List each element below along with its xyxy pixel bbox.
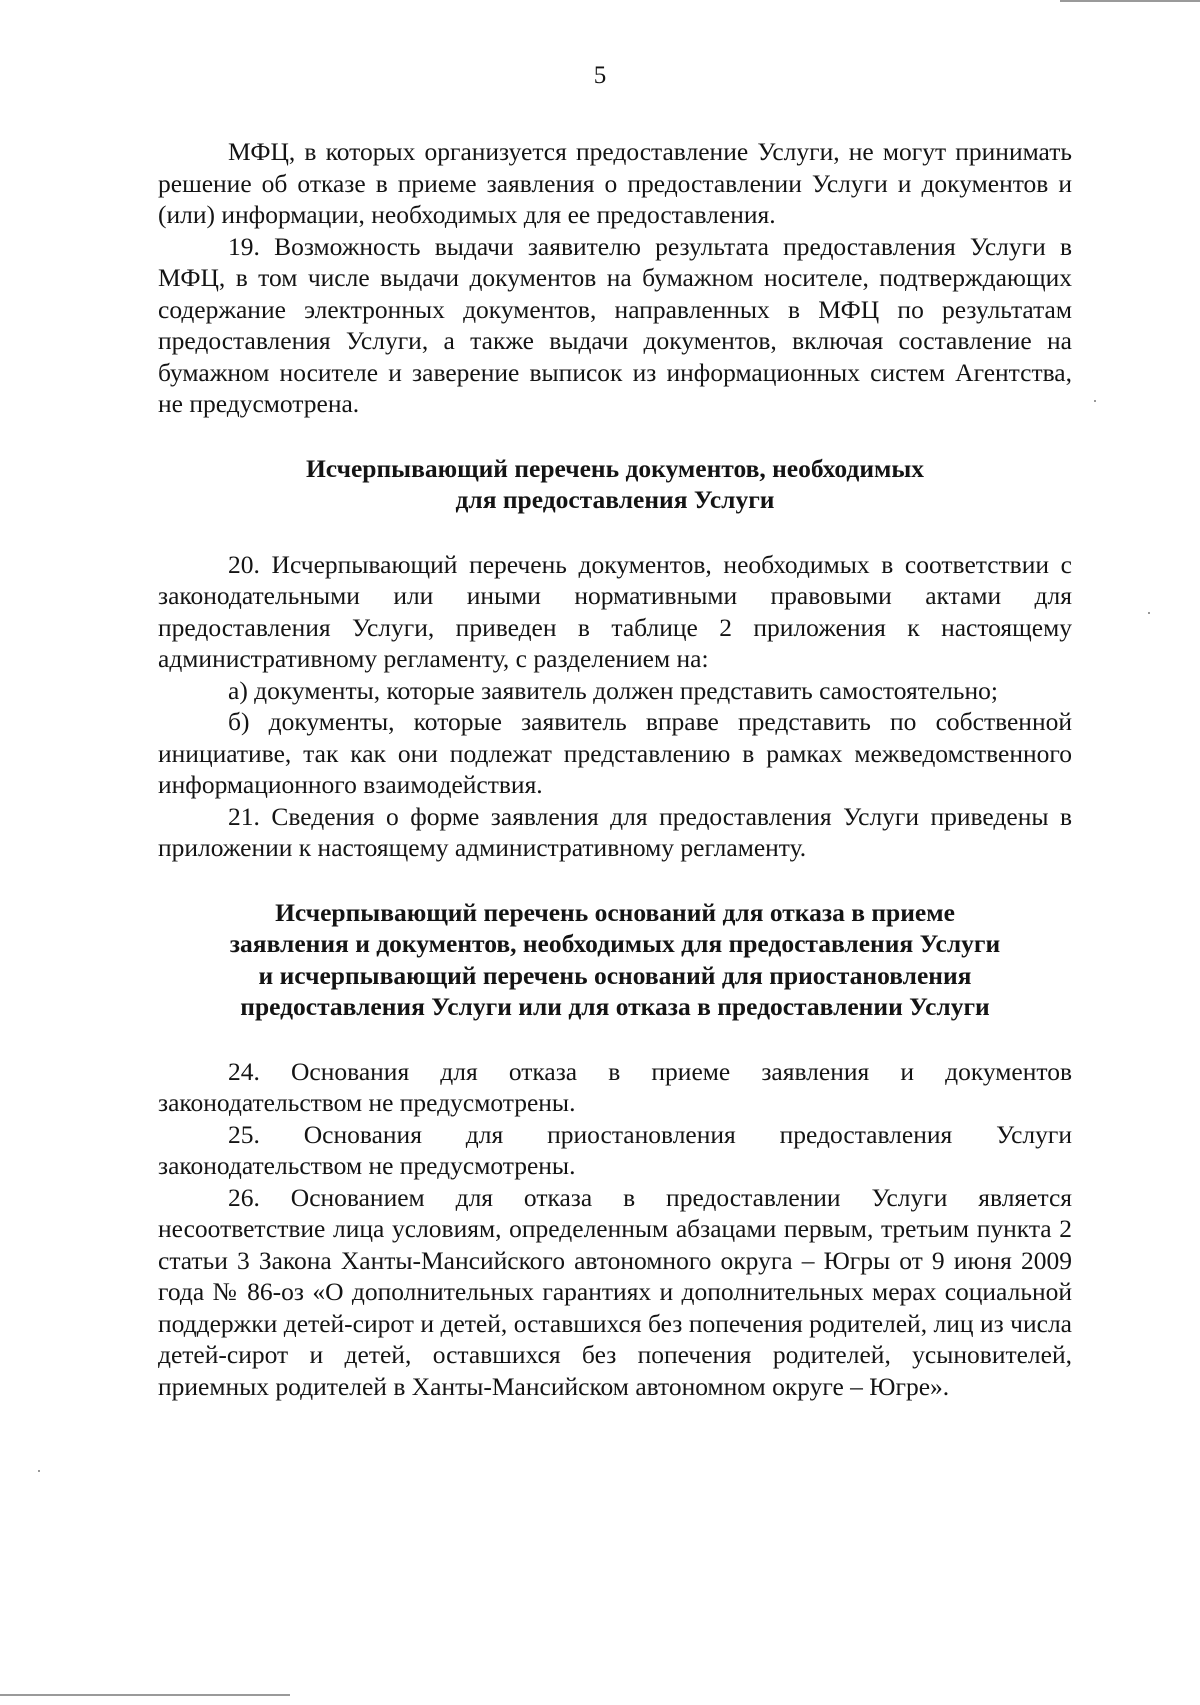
paragraph-25: 25. Основания для приостановления предоставления Услуги законодательством не предусмотрены. [158, 1119, 1072, 1180]
section-heading-refusal-grounds [158, 897, 1072, 1023]
heading-line: Исчерпывающий перечень оснований для отказа в приеме [275, 897, 955, 927]
heading-line: и исчерпывающий перечень оснований для приостановления [258, 960, 972, 990]
scan-edge-bottom [0, 1694, 290, 1696]
scan-speck [1094, 400, 1096, 402]
paragraph-24: 24. Основания для отказа в приеме заявления и документов законодательством не предусмотрены. [158, 1056, 1072, 1117]
paragraph-20-a: а) документы, которые заявитель должен представить самостоятельно; [228, 675, 999, 705]
paragraph-20: 20. Исчерпывающий перечень документов, необходимых в соответствии с законодательными или иными нормативными правовыми актами для предоставления Услуги, приведен в таблице 2 приложения к настоящему административному регламенту, с разделением на: [158, 549, 1072, 673]
heading-line: заявления и документов, необходимых для предоставления Услуги [229, 929, 1001, 958]
paragraph-26: 26. Основанием для отказа в предоставлении Услуги является несоответствие лица условиям, определенным абзацами первым, третьим пункта 2 статьи 3 Закона Ханты-Мансийского автономного округа – Югры от 9 июня 2009 года № 86-оз «О дополнительных гарантиях и дополнительных мерах социальной поддержки детей-сирот и детей, оставшихся без попечения родителей, лиц из числа детей-сирот и детей, оставшихся без попечения родителей, усыновителей, приемных родителей в Ханты-Мансийском автономном округе – Югре». [158, 1182, 1072, 1401]
paragraph-20-b: б) документы, которые заявитель вправе представить по собственной инициативе, так как они подлежат представлению в рамках межведомственного информационного взаимодействия. [158, 707, 1072, 799]
page-number: 5 [593, 62, 607, 89]
paragraph-mfc-refusal: МФЦ, в которых организуется предоставление Услуги, не могут принимать решение об отказе в приеме заявления о предоставлении Услуги и документов и (или) информации, необходимых для ее предоставления. [158, 137, 1072, 229]
scan-speck [38, 1470, 40, 1472]
section-heading-documents [158, 453, 1072, 516]
scan-edge-top [1060, 0, 1200, 2]
paragraph-21: 21. Сведения о форме заявления для предоставления Услуги приведены в приложении к настоящему административному регламенту. [158, 801, 1072, 862]
document-body [158, 136, 1072, 1402]
scan-speck [1148, 612, 1150, 614]
heading-line: для предоставления Услуги [455, 485, 775, 514]
paragraph-19: 19. Возможность выдачи заявителю результата предоставления Услуги в МФЦ, в том числе выдачи документов на бумажном носителе, подтверждающих содержание электронных документов, направленных в МФЦ по результатам предоставления Услуги, а также выдачи документов, включая составление на бумажном носителе и заверение выписок из информационных систем Агентства, не предусмотрена. [158, 231, 1072, 418]
heading-line: предоставления Услуги или для отказа в предоставлении Услуги [240, 992, 990, 1021]
heading-line: Исчерпывающий перечень документов, необходимых [305, 453, 925, 483]
